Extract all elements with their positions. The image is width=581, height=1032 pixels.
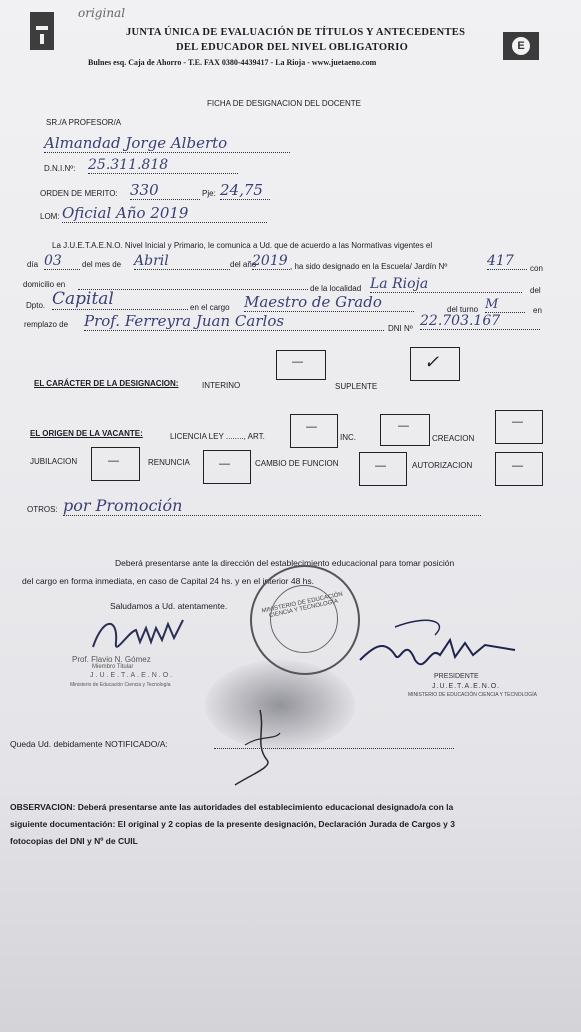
observacion-line2: siguiente documentación: El original y 2 copias de la presente designación, Declaración Jurada de Cargos y 3 xyxy=(10,819,455,829)
dia-value: 03 xyxy=(44,253,80,270)
escuela-label: , ha sido designado en la Escuela/ Jardín Nº xyxy=(290,262,448,271)
left-signer-name: Prof. Flavio N. Gómez xyxy=(72,655,151,664)
inc-label: INC. xyxy=(340,433,356,442)
pje-value: 24,75 xyxy=(220,181,270,200)
left-signer-org: J.U.E.T.A.E.N.O. xyxy=(90,672,175,679)
suplente-label: SUPLENTE xyxy=(335,382,378,391)
mes-label: del mes de xyxy=(82,260,122,269)
renuncia-label: RENUNCIA xyxy=(148,458,190,467)
creacion-mark: — xyxy=(512,416,523,428)
intro-text: La J.U.E.T.A.E.N.O. Nivel Inicial y Primario, le comunica a Ud. que de acuerdo a las Normativas vigentes el xyxy=(52,241,433,250)
jubilacion-mark: — xyxy=(108,455,119,467)
creacion-label: CREACION xyxy=(432,434,475,443)
cambio-label: CAMBIO DE FUNCION xyxy=(255,459,339,468)
seal-text: MINISTERIO DE EDUCACIÓN CIENCIA Y TECNOLOGÍA xyxy=(261,591,344,620)
right-signer-org: J.U.E.T.A.E.N.O. xyxy=(432,683,501,690)
autorizacion-mark: — xyxy=(512,460,523,472)
dni2-label: DNI Nº xyxy=(388,324,413,333)
mes-value: Abril xyxy=(134,253,230,270)
suplente-check-icon: ✓ xyxy=(424,352,440,373)
notified-label: Queda Ud. debidamente NOTIFICADO/A: xyxy=(10,739,168,749)
en-label: en xyxy=(533,306,542,315)
autorizacion-label: AUTORIZACION xyxy=(412,461,473,470)
remplazo-value: Prof. Ferreyra Juan Carlos xyxy=(84,312,384,331)
badge-e-icon xyxy=(503,32,539,60)
cargo-label: en el cargo xyxy=(190,303,230,312)
dpto-label: Dpto. xyxy=(26,301,46,310)
interino-label: INTERINO xyxy=(202,381,241,390)
cambio-mark: — xyxy=(375,460,386,472)
dni2-value: 22.703.167 xyxy=(420,313,540,330)
remplazo-label: remplazo de xyxy=(24,320,69,329)
header-title-line2: DEL EDUCADOR DEL NIVEL OBLIGATORIO xyxy=(176,42,409,53)
saludos-text: Saludamos a Ud. atentamente. xyxy=(110,601,228,611)
localidad-value: La Rioja xyxy=(370,276,522,293)
turno-label: del turno xyxy=(447,305,479,314)
dia-label: día xyxy=(27,260,39,269)
notified-signature-icon xyxy=(225,705,295,790)
badge-letter: E xyxy=(512,37,530,55)
turno-value: M xyxy=(485,297,525,313)
otros-label: OTROS: xyxy=(27,505,58,514)
otros-value: por Promoción xyxy=(63,496,481,516)
right-signer-ministry: MINISTERIO DE EDUCACIÓN CIENCIA Y TECNOLOGÍA xyxy=(408,692,537,698)
left-signer-ministry: Ministerio de Educación Ciencia y Tecnología xyxy=(70,682,171,688)
con-label: con xyxy=(530,264,543,273)
header-title-line1: JUNTA ÚNICA DE EVALUACIÓN DE TÍTULOS Y ANTECEDENTES xyxy=(126,27,466,38)
caracter-label: EL CARÁCTER DE LA DESIGNACION: xyxy=(34,379,179,388)
orden-value: 330 xyxy=(130,181,200,200)
juetaeno-logo-icon xyxy=(30,12,54,50)
cargo-value: Maestro de Grado xyxy=(244,293,414,312)
pje-label: Pje: xyxy=(202,189,216,198)
right-signer-role: PRESIDENTE xyxy=(434,673,479,680)
left-signature-icon xyxy=(88,612,188,660)
licencia-mark: — xyxy=(306,421,317,433)
original-mark: original xyxy=(78,6,126,20)
interino-mark: — xyxy=(292,356,303,368)
header-address: Bulnes esq. Caja de Ahorro - T.E. FAX 0380-4439417 - La Rioja - www.juetaeno.com xyxy=(88,58,377,67)
anio-value: 2019 xyxy=(252,253,290,270)
observacion-line1: OBSERVACION: Deberá presentarse ante las autoridades del establecimiento educacional designado/a con la xyxy=(10,802,454,812)
dpto-value: Capital xyxy=(52,289,188,310)
dni-label: D.N.I.Nº: xyxy=(44,164,76,173)
orden-label: ORDEN DE MERITO: xyxy=(40,189,118,198)
lom-value: Oficial Año 2019 xyxy=(62,204,267,223)
observacion-line3: fotocopias del DNI y Nº de CUIL xyxy=(10,836,138,846)
form-title: FICHA DE DESIGNACION DEL DOCENTE xyxy=(207,99,361,108)
anio-label: del año xyxy=(230,260,257,269)
renuncia-mark: — xyxy=(219,458,230,470)
profesor-value: Almandad Jorge Alberto xyxy=(44,134,290,153)
closing-line2: del cargo en forma inmediata, en caso de Capital 24 hs. y en el interior 48 hs. xyxy=(22,576,315,586)
profesor-label: SR./A PROFESOR/A xyxy=(46,118,122,127)
lom-label: LOM: xyxy=(40,212,60,221)
jubilacion-label: JUBILACION xyxy=(30,457,78,466)
domicilio-label: domicilio en xyxy=(23,280,66,289)
escuela-value: 417 xyxy=(487,253,527,270)
origen-label: EL ORIGEN DE LA VACANTE: xyxy=(30,429,143,438)
inc-mark: — xyxy=(398,420,409,432)
localidad-label: de la localidad xyxy=(310,284,362,293)
closing-line1: Deberá presentarse ante la dirección del establecimiento educacional para tomar posición xyxy=(115,558,455,568)
del-label: del xyxy=(530,286,541,295)
licencia-label: LICENCIA LEY ........, ART. xyxy=(170,432,265,441)
left-signer-role: Miembro Titular xyxy=(92,664,134,670)
dni-value: 25.311.818 xyxy=(88,157,238,174)
